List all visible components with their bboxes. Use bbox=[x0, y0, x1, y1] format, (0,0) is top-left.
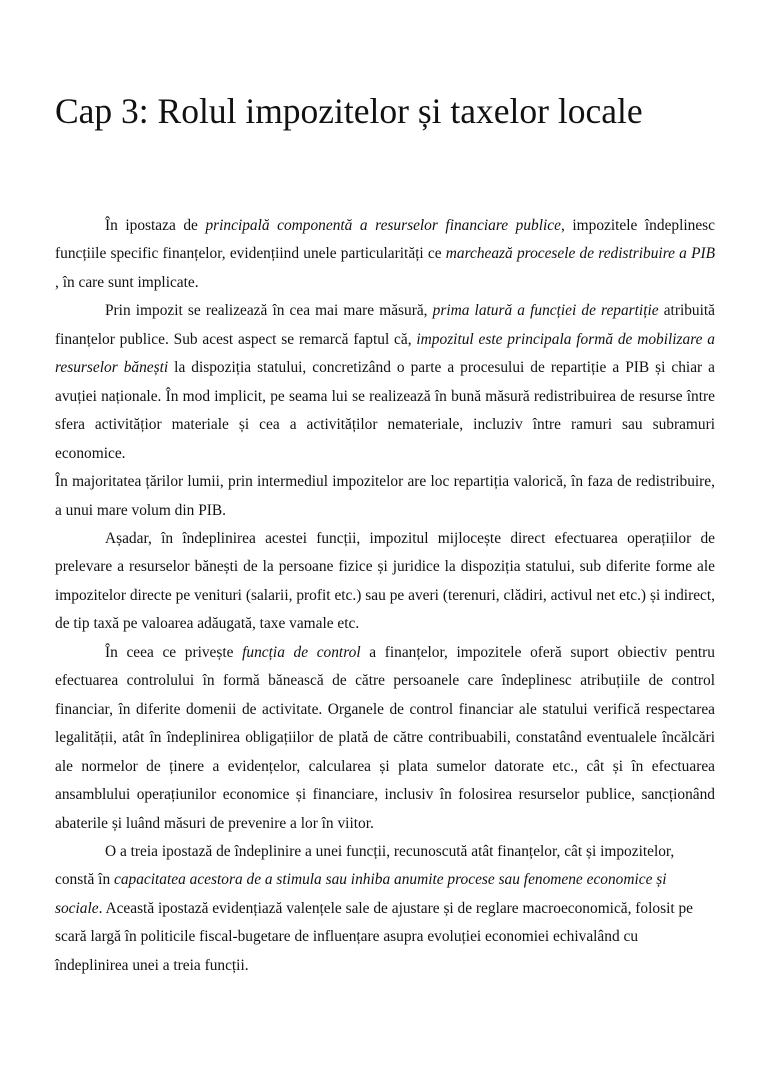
italic-text: prima latură a funcției de repartiție bbox=[432, 302, 659, 320]
paragraph bbox=[55, 468, 715, 525]
italic-text: principală componentă a resurselor financiare publice bbox=[205, 217, 561, 234]
paragraph bbox=[55, 525, 715, 639]
italic-text: marchează procesele de redistribuire a PIB bbox=[445, 245, 715, 263]
body-text bbox=[55, 212, 715, 980]
text-segment: O a treia ipostază de îndeplinire a unei funcții, recunoscută atât finanțelor, cât și impozitelor, constă în bbox=[55, 842, 675, 889]
italic-text: funcția de control bbox=[242, 643, 361, 661]
paragraph bbox=[55, 838, 715, 980]
paragraph bbox=[55, 212, 715, 297]
page-title: Cap 3: Rolul impozitelor și taxelor locale bbox=[55, 91, 643, 131]
text-segment: Așadar, în îndeplinirea acestei funcții, impozitul mijlocește direct efectuarea operațiilor de prelevare a resurselor bănești de la persoane fizice și juridice la dispoziția statului, sub diferite forme ale impozitelor directe pe venituri (salarii, profit etc.) sau pe averi (terenuri, clădiri, activul net etc.) și indirect, de tip taxă pe valoarea adăugată, taxe vamale etc. bbox=[55, 529, 715, 633]
paragraph bbox=[55, 297, 715, 468]
text-segment: În ipostaza de bbox=[105, 217, 206, 234]
text-segment: atribuită finanțelor publice. Sub acest aspect se remarcă faptul că, bbox=[55, 302, 715, 348]
text-segment: În majoritatea țărilor lumii, prin intermediul impozitelor are loc repartiția valorică, în faza de redistribuire, a unui mare volum din PIB. bbox=[55, 473, 715, 519]
paragraph bbox=[55, 639, 715, 838]
text-segment: . Această ipostază evidențiază valențele sale de ajustare și de reglare macroeconomică, folosit pe scară largă în politicile fiscal-bugetare de influențare asupra evoluției economiei echivalând cu îndeplinirea unei a treia funcții. bbox=[55, 899, 694, 974]
text-segment: În ceea ce privește bbox=[105, 643, 243, 661]
italic-text: capacitatea acestora de a stimula sau inhiba anumite procese sau fenomene economice și sociale bbox=[55, 871, 667, 917]
italic-text: impozitul este principala formă de mobilizare a resurselor bănești bbox=[55, 330, 715, 377]
text-segment: Prin impozit se realizează în cea mai mare măsură, bbox=[105, 302, 433, 320]
text-segment: a finanțelor, impozitele oferă suport obiectiv pentru efectuarea controlului în formă bănească de către persoanele care îndeplinesc atribuțiile de control financiar, în diferite domenii de activitate. Organele de control financiar ale statului verifică respectarea legalității, atât în îndeplinirea obligațiilor de plată de către contribuabili, constatând eventualele încălcări ale normelor de ținere a evidențelor, calcularea și plata sumelor datorate etc., cât și în efectuarea ansamblului operațiunilor economice și financiare, inclusiv în folosirea resurselor publice, sancționând abaterile și luând măsuri de prevenire a lor în viitor. bbox=[55, 643, 715, 832]
text-segment: la dispoziția statului, concretizând o parte a procesului de repartiție a PIB și chiar a avuției naționale. În mod implicit, pe seama lui se realizează în bună măsură redistribuirea de resurse între sfera activitățior materiale și cea a activităților nemateriale, incluziv între ramuri sau subramuri economice. bbox=[55, 359, 715, 462]
text-segment: , în care sunt implicate. bbox=[55, 273, 199, 291]
text-segment: , impozitele îndeplinesc funcțiile specific finanțelor, evidențiind unele particularități ce bbox=[55, 217, 715, 263]
